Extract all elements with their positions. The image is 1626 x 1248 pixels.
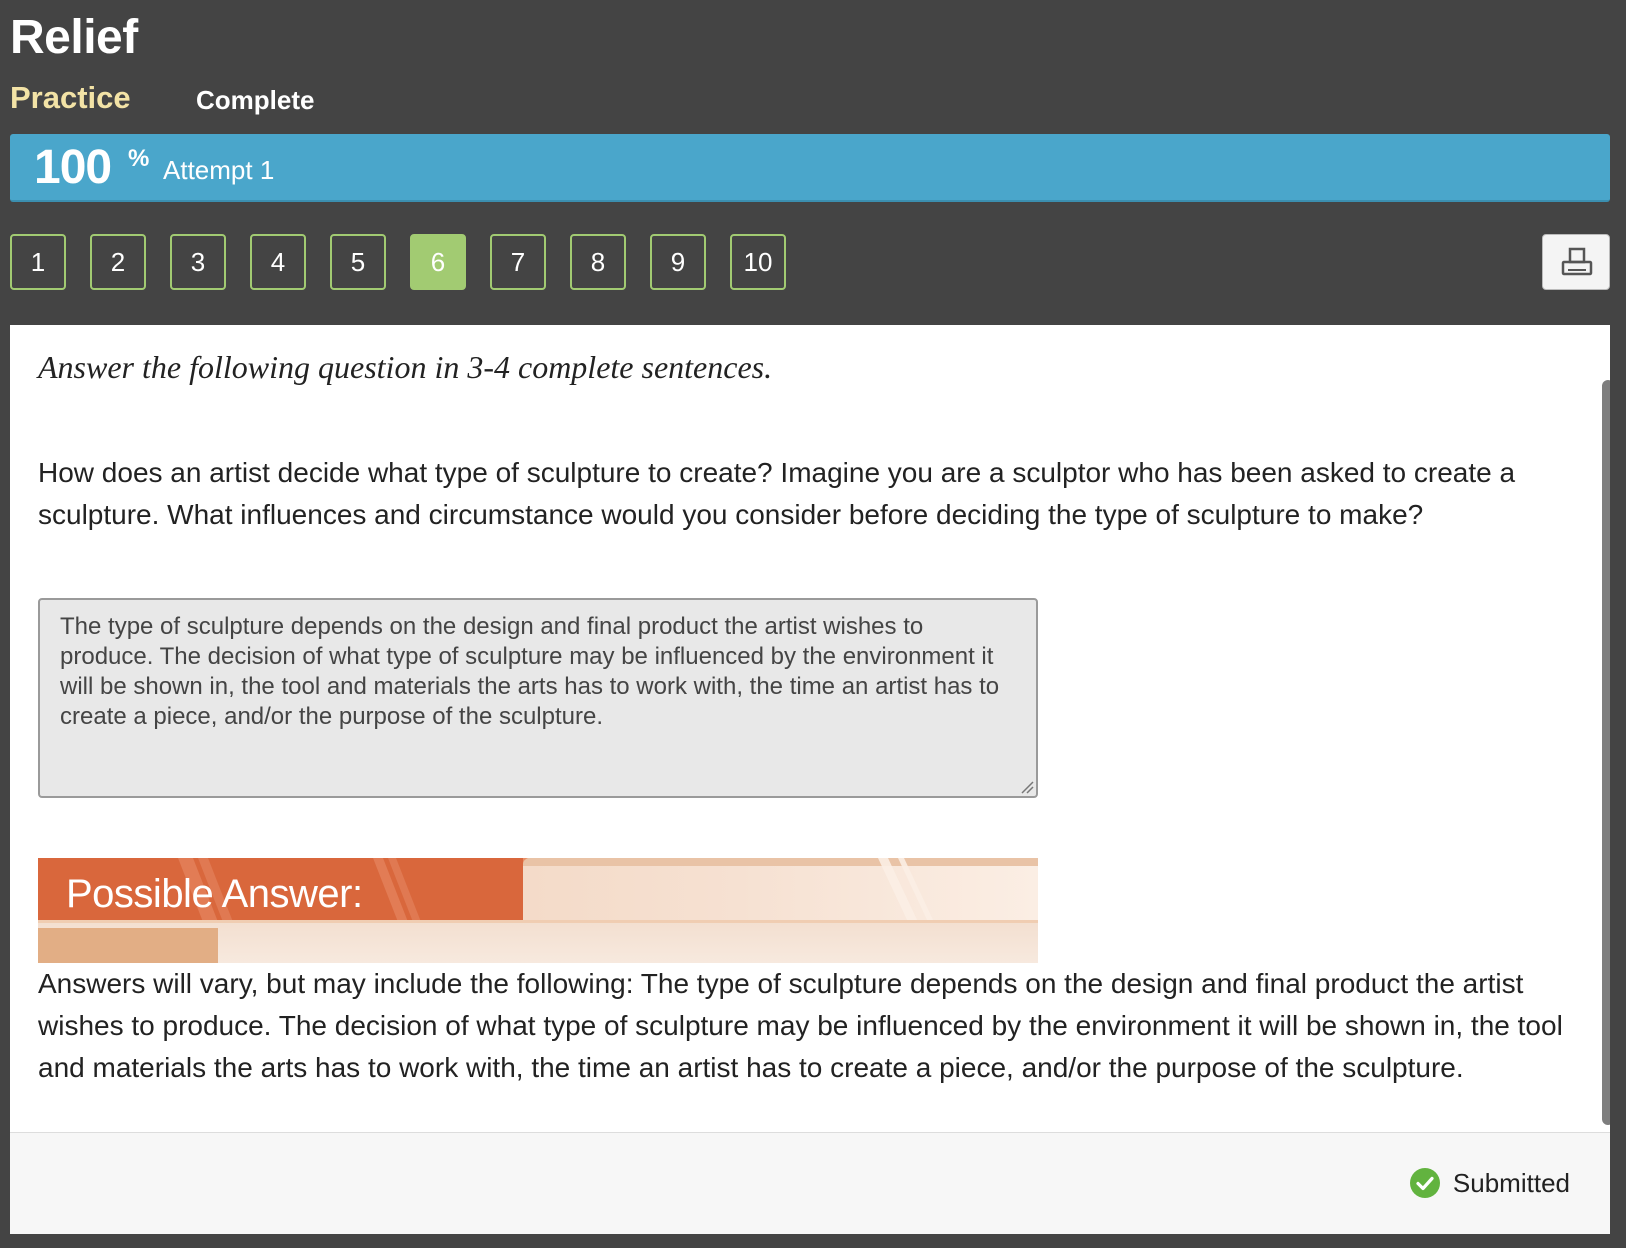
question-button-2[interactable]: 2 [90,234,146,290]
score-bar [10,134,1610,202]
footer-bar [10,1132,1610,1234]
tab-practice[interactable]: Practice [10,80,131,115]
question-button-7[interactable]: 7 [490,234,546,290]
score-value: 100 [34,141,112,194]
attempt-label: Attempt 1 [163,155,275,185]
response-textarea[interactable] [38,598,1038,798]
question-instructions: Answer the following question in 3-4 complete sentences. [38,349,773,385]
possible-answer-banner [38,858,1038,963]
question-button-5[interactable]: 5 [330,234,386,290]
question-content-panel [10,325,1610,1132]
question-button-4[interactable]: 4 [250,234,306,290]
content-scrollbar[interactable] [1602,380,1610,1125]
status-label: Submitted [1452,1168,1570,1198]
app-title: Relief [10,11,138,64]
question-button-10[interactable]: 10 [730,234,786,290]
possible-answer-text: Answers will vary, but may include the following: The type of sculpture depends on the design and final product the artist wishes to produce. The decision of what type of sculpture may be influenced by the environment it will be shown in, the tool and materials the arts has to work with, the time an artist has to create a piece, and/or the purpose of the sculpture. [38,968,1563,1083]
submission-status [1409,1167,1570,1199]
question-button-8[interactable]: 8 [570,234,626,290]
printer-icon [1560,246,1594,280]
print-button[interactable] [1542,234,1610,290]
resize-grip-icon[interactable] [1018,778,1034,794]
check-circle-icon [1409,1167,1441,1199]
possible-answer-heading: Possible Answer: [66,872,363,916]
question-button-9[interactable]: 9 [650,234,706,290]
question-button-1[interactable]: 1 [10,234,66,290]
question-prompt: How does an artist decide what type of sculpture to create? Imagine you are a sculptor who has been asked to create a sculpture. What influences and circumstance would you consider before deciding the type of sculpture to make? [38,457,1516,530]
response-text: The type of sculpture depends on the design and final product the artist wishes to produce. The decision of what type of sculpture may be influenced by the environment it will be shown in, the tool and materials the arts has to work with, the time an artist has to create a piece, and/or the purpose of the sculpture. [60,613,1000,730]
question-button-6[interactable]: 6 [410,234,466,290]
question-button-3[interactable]: 3 [170,234,226,290]
score-percent-sign: % [128,145,150,172]
tab-complete[interactable]: Complete [196,85,315,115]
